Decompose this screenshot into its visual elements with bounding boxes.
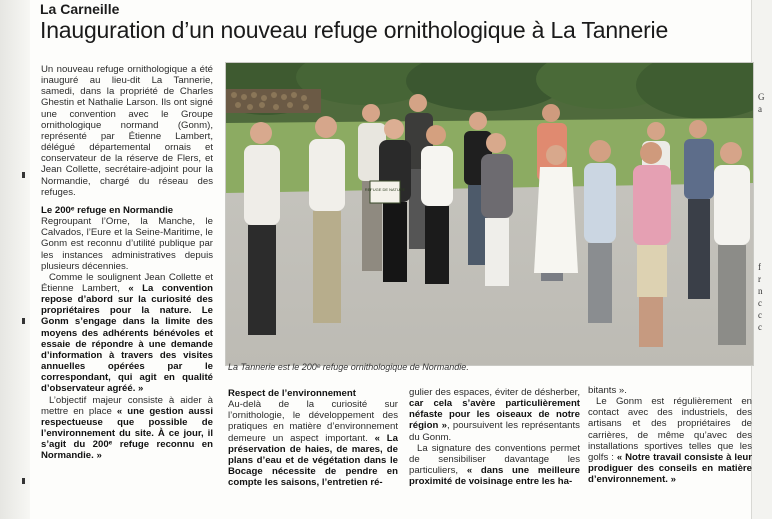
quote: « Notre travail consiste à leur prodiguer des conseils en matière d’environnement. »: [588, 451, 752, 486]
section-title: La Carneille: [40, 1, 120, 17]
text-run: Au-delà de la curiosité sur l’ornithologie, le développement des pratiques en matière d’environnement demeure un aspect important.: [228, 399, 398, 444]
paragraph: [228, 399, 398, 488]
next-column-edge: [751, 0, 772, 519]
text-run: , poursuivent les représentants du Gonm.: [409, 420, 580, 443]
margin-glyph: r: [758, 274, 761, 284]
margin-glyph: f: [758, 262, 761, 272]
article-headline: Inauguration d’un nouveau refuge ornithologique à La Tannerie: [40, 17, 669, 43]
subheading: Respect de l’environnement: [228, 388, 356, 399]
margin-glyph: c: [758, 298, 762, 308]
sign-text: REFUGE DE NATURE: [364, 187, 406, 192]
article-column-1: [41, 64, 213, 461]
quote: « La convention repose d’abord sur la curiosité des propriétaires pour la nature. Le Gonm s’engage dans la limite des moyens des adhérents bénévoles et essaie de répondre à une demande d’information à travers des visites annuelles opérées par le correspondant, qui agit en qualité d’observateur agréé. »: [41, 282, 214, 395]
quote: car cela s’avère particulièrement néfaste pour les oiseaux de notre région »: [409, 398, 580, 432]
margin-glyph: c: [758, 310, 762, 320]
article-column-4: [588, 385, 752, 485]
text-run: L’objectif majeur consiste à aider à mettre en place: [41, 394, 213, 417]
margin-bullet: [22, 172, 25, 178]
photo-caption: La Tannerie est le 200ᵉ refuge ornithologique de Normandie.: [228, 362, 469, 372]
group-photo: [225, 62, 754, 366]
text-run: Le Gonm est régulièrement en contact avec des industriels, des artisans et des propriétaires de carrières, de même qu’avec des installations sportives telles que les golfs :: [588, 396, 752, 463]
paragraph: [41, 395, 213, 462]
margin-glyph: G: [758, 92, 765, 102]
intro-paragraph: Un nouveau refuge ornithologique a été inauguré au lieu-dit La Tannerie, samedi, dans la propriété de Charles Ghestin et Nathalie Larson. Ils ont signé une convention avec le Groupe ornithologique normand (Gonm), représenté par Étienne Lambert, délégué départemental ornais et conservateur de la réserve de Flers, et Jean Collette, secrétaire-adjoint pour la Normandie, chargé du réseau des refuges.: [41, 64, 213, 198]
quote: « dans une meilleure proximité de voisinage entre les ha-: [409, 465, 580, 488]
quote: « La préservation de haies, de mares, de plans d’eau et de végétation dans le Bocage nécessite de pendre en compte les saisons, l’entretien ré-: [228, 432, 399, 489]
margin-bullet: [22, 318, 25, 324]
paragraph: [409, 443, 580, 488]
article-column-3: [409, 387, 580, 487]
text-run: La signature des conventions permet de sensibiliser davantage les particuliers,: [409, 442, 580, 477]
text-run: Comme le soulignent Jean Collette et Étienne Lambert,: [41, 271, 213, 294]
margin-glyph: c: [758, 322, 762, 332]
subheading: Le 200ᵉ refuge en Normandie: [41, 204, 174, 216]
paragraph: [409, 387, 580, 443]
photo-image: [226, 63, 753, 365]
margin-glyph: n: [758, 286, 763, 296]
margin-glyph: a: [758, 104, 762, 114]
quote: « une gestion aussi respectueuse que possible de l’environnement du site. À ce jour, il s’agit du 200ᵉ refuge reconnu en Normandie. »: [41, 405, 213, 462]
text-run: gulier des espaces, éviter de désherber,: [409, 387, 580, 398]
paragraph: [588, 396, 752, 485]
paragraph: Regroupant l’Orne, la Manche, le Calvados, l’Eure et la Seine-Maritime, le Gonm est reconnu d’utilité publique par les instances administratives depuis plusieurs décennies.: [41, 216, 213, 272]
article-column-2: [228, 388, 398, 488]
paragraph: bitants ».: [588, 385, 627, 396]
paragraph: [41, 272, 213, 395]
scan-margin-left: [0, 0, 30, 519]
margin-bullet: [22, 478, 25, 484]
